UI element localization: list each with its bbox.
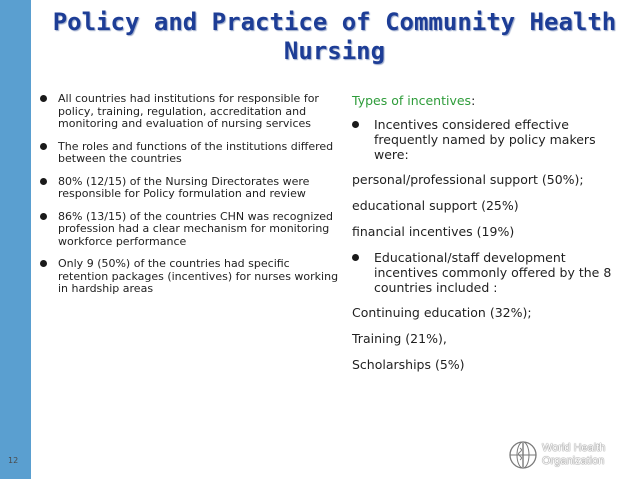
bullet-icon	[40, 178, 47, 185]
who-logo-text	[542, 442, 605, 468]
incentive-line: financial incentives (19%)	[352, 224, 515, 239]
bullet-icon	[40, 95, 47, 102]
list-item-text: Only 9 (50%) of the countries had specific retention packages (incentives) for nurses working in hardship areas	[58, 257, 339, 295]
incentive-line: Training (21%),	[352, 331, 447, 346]
bullet-icon	[40, 260, 47, 267]
who-emblem-icon	[508, 440, 538, 470]
incentive-line: personal/professional support (50%);	[352, 172, 584, 187]
left-column	[40, 93, 340, 306]
incentive-line: Continuing education (32%);	[352, 305, 532, 320]
list-item-text: The roles and functions of the institutions differed between the countries	[58, 139, 334, 165]
who-logo	[508, 440, 628, 474]
incentive-line: Scholarships (5%)	[352, 357, 465, 372]
list-item	[40, 93, 340, 131]
page-number: 12	[8, 456, 19, 465]
list-item-text: 80% (12/15) of the Nursing Directorates were responsible for Policy formulation and review	[58, 174, 310, 200]
incentive-line: educational support (25%)	[352, 198, 519, 213]
incentives-heading-colon: :	[471, 93, 476, 108]
list-item	[40, 258, 340, 296]
bullet-icon	[352, 121, 359, 128]
bullet-icon	[40, 213, 47, 220]
incentives-heading	[352, 93, 622, 108]
bullet-icon	[352, 254, 359, 261]
slide-title: Policy and Practice of Community Health Nursing	[52, 8, 617, 65]
left-stripe	[0, 0, 31, 479]
list-item	[352, 250, 622, 295]
right-column	[352, 93, 622, 383]
list-item-text: All countries had institutions for responsible for policy, training, regulation, accreditation and monitoring and evaluation of nursing services	[58, 92, 319, 130]
list-item-text: 86% (13/15) of the countries CHN was recognized profession had a clear mechanism for monitoring workforce performance	[58, 209, 333, 248]
list-item-text: Incentives considered effective frequently named by policy makers were:	[374, 117, 596, 162]
bullet-icon	[40, 143, 47, 150]
who-logo-line2: Organization	[542, 455, 605, 467]
list-item	[40, 176, 340, 201]
list-item	[352, 117, 622, 162]
who-logo-line1: World Health	[542, 442, 606, 454]
list-item-text: Educational/staff development incentives commonly offered by the 8 countries included :	[374, 250, 612, 295]
incentives-heading-text: Types of incentives	[352, 93, 472, 108]
list-item	[40, 141, 340, 166]
list-item	[40, 211, 340, 249]
